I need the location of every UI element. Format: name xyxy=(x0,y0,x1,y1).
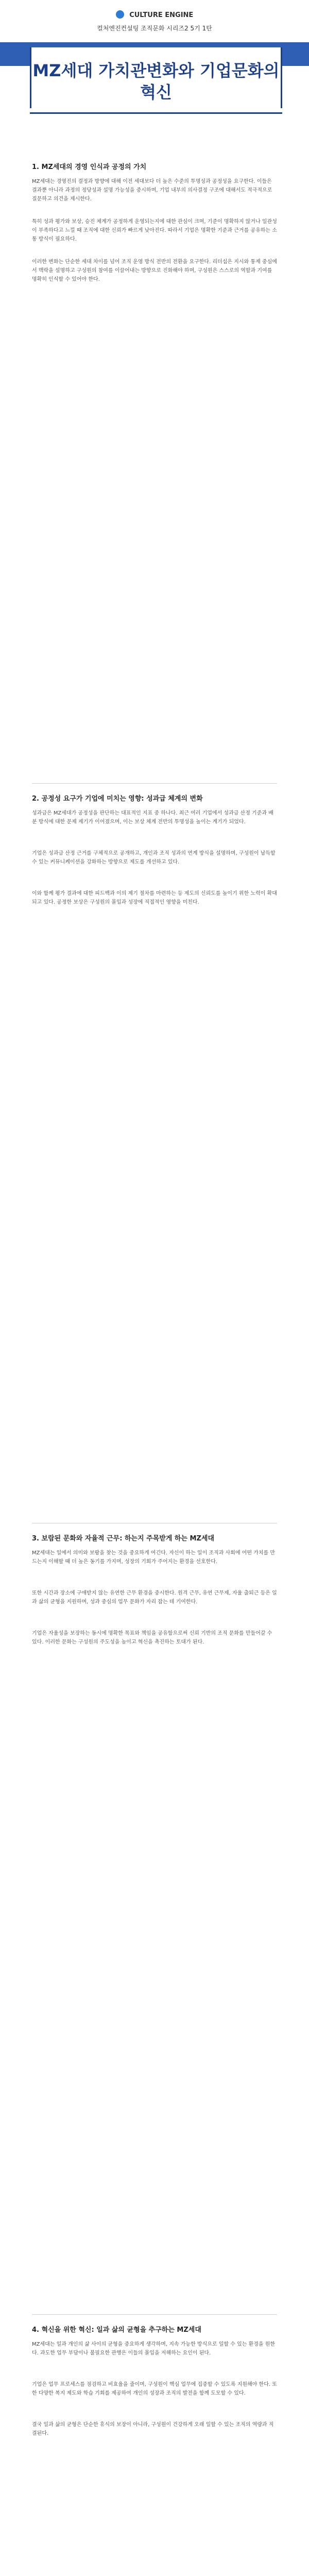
section-3 xyxy=(32,1533,277,2315)
section-heading: 4. 혁신을 위한 혁신: 일과 삶의 균형을 추구하는 MZ세대 xyxy=(32,2326,201,2334)
section-2 xyxy=(32,793,277,1523)
brand-logo xyxy=(0,10,309,19)
paragraph: 기업은 성과급 산정 근거를 구체적으로 공개하고, 개인과 조직 성과의 연계 방식을 설명하며, 구성원이 납득할 수 있는 커뮤니케이션을 강화하는 방향으로 제도를 개선하고 있다. xyxy=(32,851,276,865)
page-title: MZ세대 가치관변화와 기업문화의 혁신 xyxy=(32,61,280,102)
paragraph: MZ세대는 일에서 의미와 보람을 찾는 것을 중요하게 여긴다. 자신이 하는 일이 조직과 사회에 어떤 가치를 만드는지 이해할 때 더 높은 동기를 가지며, 성장의 기회가 주어지는 환경을 선호한다. xyxy=(32,1550,276,1565)
section-body xyxy=(32,2340,277,2455)
section-heading: 2. 공정성 요구가 기업에 미치는 영향: 성과급 체계의 변화 xyxy=(32,795,203,803)
section-body xyxy=(32,809,277,924)
section-heading: 3. 보람된 문화와 자율적 근무: 하는지 주목받게 하는 MZ세대 xyxy=(32,1535,215,1543)
paragraph: 기업은 자율성을 보장하는 동시에 명확한 목표와 책임을 공유함으로써 신뢰 기반의 조직 문화를 만들어갈 수 있다. 이러한 문화는 구성원의 주도성을 높이고 혁신을 촉진하는 토대가 된다. xyxy=(32,1631,272,1645)
brand-logo-icon xyxy=(116,10,124,19)
paragraph: MZ세대는 일과 개인의 삶 사이의 균형을 중요하게 생각하며, 지속 가능한 방식으로 일할 수 있는 환경을 원한다. 과도한 업무 부담이나 불필요한 관행은 이들의 몰입을 저해하는 요인이 된다. xyxy=(32,2342,276,2356)
section-4 xyxy=(32,2324,277,2576)
section-divider xyxy=(32,2314,277,2315)
paragraph: 특히 성과 평가와 보상, 승진 체계가 공정하게 운영되는지에 대한 관심이 크며, 기준이 명확하지 않거나 일관성이 부족하다고 느낄 때 조직에 대한 신뢰가 빠르게 낮아진다. 따라서 기업은 명확한 기준과 근거를 공유하는 소통 방식이 필요하다. xyxy=(32,219,277,242)
main-content xyxy=(32,152,277,2576)
title-frame xyxy=(30,47,282,108)
paragraph: 성과급은 MZ세대가 공정성을 판단하는 대표적인 지표 중 하나다. 최근 여러 기업에서 성과급 산정 기준과 배분 방식에 대한 문제 제기가 이어졌으며, 이는 보상 체계 전반의 투명성을 높이는 계기가 되었다. xyxy=(32,810,273,825)
paragraph: 또한 시간과 장소에 구애받지 않는 유연한 근무 환경을 중시한다. 원격 근무, 유연 근무제, 자율 출퇴근 등은 일과 삶의 균형을 지원하며, 성과 중심의 업무 문화가 자리 잡는 데 기여한다. xyxy=(32,1590,277,1605)
section-heading: 1. MZ세대의 경영 인식과 공정의 가치 xyxy=(32,163,147,171)
paragraph: 기업은 업무 프로세스를 점검하고 비효율을 줄이며, 구성원이 핵심 업무에 집중할 수 있도록 지원해야 한다. 또한 다양한 복지 제도와 학습 기회를 제공하여 개인의 성장과 조직의 발전을 함께 도모할 수 있다. xyxy=(32,2382,277,2396)
title-underline xyxy=(30,112,282,114)
series-subtitle: 컬처엔진컨설팅 조직문화 시리즈2 5기 1탄 xyxy=(97,25,212,32)
paragraph: 이러한 변화는 단순한 세대 차이를 넘어 조직 운영 방식 전반의 전환을 요구한다. 리더십은 지시와 통제 중심에서 맥락을 설명하고 구성원의 참여를 이끌어내는 방향으로 진화해야 하며, 구성원은 스스로의 역할과 기여를 명확히 인식할 수 있어야 한다. xyxy=(32,259,277,282)
section-body xyxy=(32,1549,277,1664)
brand-name: CULTURE ENGINE xyxy=(129,11,194,19)
paragraph: 결국 일과 삶의 균형은 단순한 휴식의 보장이 아니라, 구성원이 건강하게 오래 일할 수 있는 조직의 역량과 직결된다. xyxy=(32,2422,274,2436)
paragraph: MZ세대는 경영진의 결정과 방향에 대해 이전 세대보다 더 높은 수준의 투명성과 공정성을 요구한다. 이들은 결과뿐 아니라 과정의 정당성과 설명 가능성을 중시하며, 기업 내부의 의사결정 구조에 대해서도 적극적으로 질문하고 의견을 제시한다. xyxy=(32,179,272,202)
section-body xyxy=(32,177,277,293)
section-1 xyxy=(32,161,277,784)
section-divider xyxy=(32,783,277,784)
paragraph: 이와 함께 평가 결과에 대한 피드백과 이의 제기 절차를 마련하는 등 제도의 신뢰도를 높이기 위한 노력이 확대되고 있다. 공정한 보상은 구성원의 몰입과 성장에 직접적인 영향을 미친다. xyxy=(32,891,277,905)
header xyxy=(0,0,309,149)
